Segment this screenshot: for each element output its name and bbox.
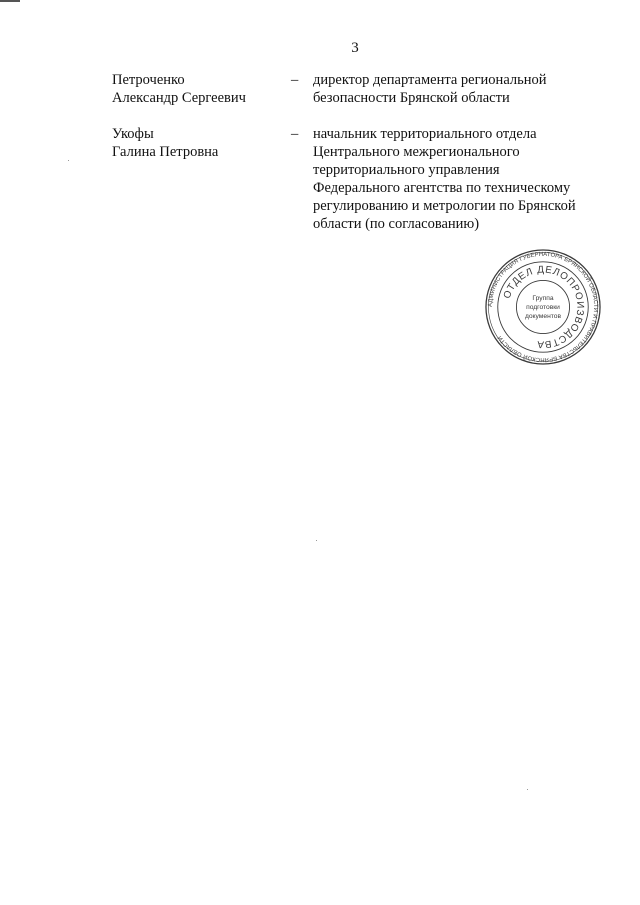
surname: Петроченко — [112, 72, 185, 88]
person-name — [112, 125, 282, 161]
page-number: 3 — [351, 40, 359, 56]
position-description — [313, 71, 613, 107]
given-names: Александр Сергеевич — [112, 90, 246, 106]
position-description — [313, 125, 613, 233]
scan-speck — [527, 789, 528, 790]
list-item — [0, 71, 640, 111]
stamp-center-line: документов — [524, 312, 562, 320]
separator-dash: – — [291, 72, 299, 88]
desc-line: регулированию и метрологии по Брянской — [313, 198, 576, 214]
desc-line: области (по согласованию) — [313, 216, 480, 232]
scan-corner-mark — [0, 0, 20, 2]
desc-line: территориального управления — [313, 162, 500, 178]
list-item — [0, 125, 640, 235]
stamp-outer-text: АДМИНИСТРАЦИЯ ГУБЕРНАТОРА БРЯНСКОЙ ОБЛАСТИ И ПРАВИТЕЛЬСТВА БРЯНСКОЙ ОБЛАСТИ — [487, 251, 599, 363]
person-name — [112, 71, 282, 107]
separator-dash: – — [291, 126, 299, 142]
scan-speck — [316, 540, 317, 541]
desc-line: Центрального межрегионального — [313, 144, 520, 160]
surname: Укофы — [112, 126, 154, 142]
given-names: Галина Петровна — [112, 144, 219, 160]
desc-line: Федерального агентства по техническому — [313, 180, 571, 196]
stamp-center-line: подготовки — [526, 303, 560, 311]
desc-line: директор департамента региональной — [313, 72, 547, 88]
stamp-inner-text: ОТДЕЛ ДЕЛОПРОИЗВОДСТВА — [501, 264, 586, 350]
desc-line: безопасности Брянской области — [313, 90, 510, 106]
scan-speck — [68, 160, 69, 161]
official-stamp — [484, 248, 602, 366]
desc-line: начальник территориального отдела — [313, 126, 537, 142]
stamp-center-line: Группа — [532, 295, 554, 303]
